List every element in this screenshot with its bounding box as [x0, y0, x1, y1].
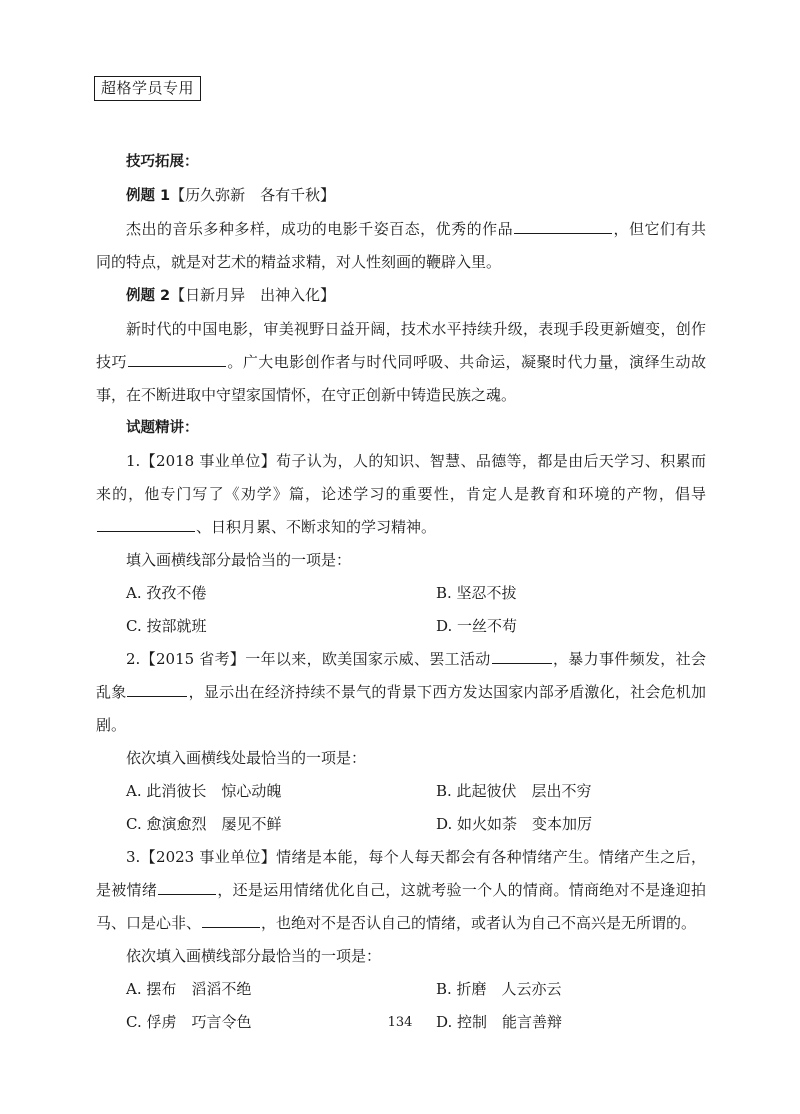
- option-b: B. 此起彼伏 层出不穷: [436, 782, 592, 800]
- answer-blank: [128, 346, 226, 367]
- example-1-text: 杰出的音乐多种多样，成功的电影千姿百态，优秀的作品 ，但它们有共同的特点，就是对艺术的精益求精，对人性刻画的鞭辟入里。: [96, 213, 706, 279]
- question-1-prompt: 填入画横线部分最恰当的一项是：: [126, 551, 352, 569]
- option-c: C. 愈演愈烈 屡见不鲜: [126, 815, 282, 833]
- question-1-source: 1.【2018 事业单位】: [126, 452, 277, 470]
- answer-blank: [97, 511, 195, 532]
- example-2-label: 例题 2: [126, 288, 171, 304]
- skills-heading: 技巧拓展：: [126, 154, 199, 170]
- answer-blank: [127, 676, 187, 697]
- example-2-title: [96, 279, 706, 313]
- answer-blank: [514, 213, 612, 234]
- option-b: B. 坚忍不拔: [436, 584, 517, 602]
- student-only-stamp: 超格学员专用: [94, 76, 201, 101]
- question-1-text: 1.【2018 事业单位】荀子认为，人的知识、智慧、品德等，都是由后天学习、积累而来的，他专门写了《劝学》篇，论述学习的重要性，肯定人是教育和环境的产物，倡导、日积月累、不断求知的学习精神。: [96, 452, 706, 536]
- option-d: D. 如火如荼 变本加厉: [436, 815, 593, 833]
- option-c: C. 俘虏 巧言令色: [126, 1013, 252, 1031]
- question-3-source: 3.【2023 事业单位】: [126, 848, 277, 866]
- page-content: [96, 146, 706, 1039]
- question-1-options: [96, 577, 706, 643]
- answer-blank: [158, 874, 216, 895]
- option-d: D. 控制 能言善辩: [436, 1013, 563, 1031]
- answer-blank: [202, 907, 260, 928]
- option-b: B. 折磨 人云亦云: [436, 980, 562, 998]
- example-1-title: [96, 179, 706, 213]
- question-2-prompt: 依次填入画横线处最恰当的一项是：: [126, 749, 367, 767]
- question-2-options: [96, 775, 706, 841]
- option-a: A. 此消彼长 惊心动魄: [126, 782, 282, 800]
- question-3-text: 3.【2023 事业单位】情绪是本能，每个人每天都会有各种情绪产生。情绪产生之后，是被情绪 ，还是运用情绪优化自己，这就考验一个人的情商。情商绝对不是逢迎拍马、口是心非、 ，也绝对不是否认自己的情绪，或者认为自己不高兴是无所谓的。: [96, 848, 706, 932]
- option-a: A. 摆布 滔滔不绝: [126, 980, 252, 998]
- question-2-text: 2.【2015 省考】一年以来，欧美国家示威、罢工活动 ，暴力事件频发，社会乱象 ，显示出在经济持续不景气的背景下西方发达国家内部矛盾激化，社会危机加剧。: [96, 643, 706, 742]
- example-1-idioms: 【历久弥新 各有千秋】: [170, 186, 336, 204]
- option-a: A. 孜孜不倦: [126, 584, 207, 602]
- example-1-label: 例题 1: [126, 188, 171, 204]
- example-2-text: 新时代的中国电影，审美视野日益开阔，技术水平持续升级，表现手段更新嬗变，创作技巧 。广大电影创作者与时代同呼吸、共命运，凝聚时代力量，演绎生动故事，在不断进取中守望家国情怀，在守正创新中铸造民族之魂。: [96, 320, 706, 404]
- question-2-source: 2.【2015 省考】: [126, 650, 246, 668]
- option-c: C. 按部就班: [126, 617, 207, 635]
- option-d: D. 一丝不苟: [436, 617, 518, 635]
- page-number: 134: [387, 1015, 413, 1030]
- answer-blank: [492, 643, 552, 664]
- example-2-idioms: 【日新月异 出神入化】: [170, 286, 336, 304]
- lecture-heading: 试题精讲：: [126, 420, 199, 436]
- question-3-prompt: 依次填入画横线部分最恰当的一项是：: [126, 947, 382, 965]
